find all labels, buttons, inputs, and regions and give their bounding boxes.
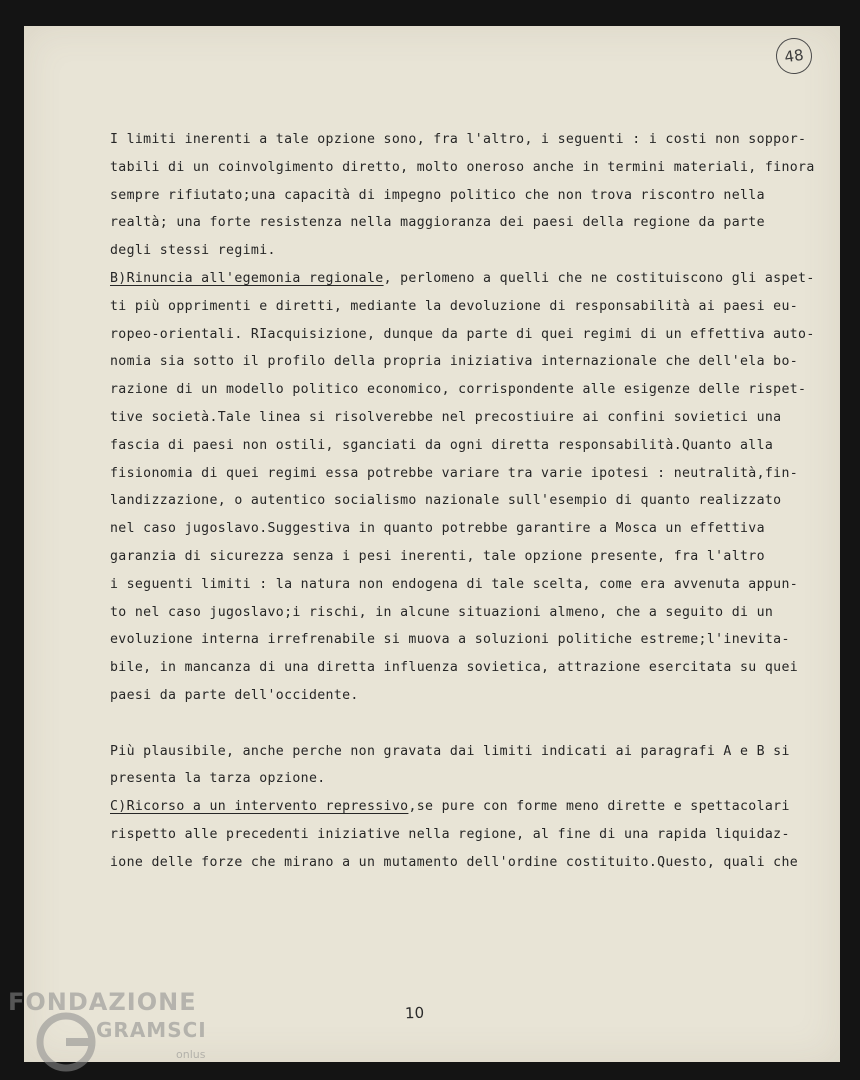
text-line	[110, 738, 820, 766]
text-line	[110, 599, 820, 627]
line-text: Più plausibile, anche perche non gravata dai limiti indicati ai paragrafi A e B si	[110, 743, 790, 759]
page-number: 10	[404, 1003, 425, 1023]
line-text: sempre rifiutato;una capacità di impegno politico che non trova riscontro nella	[110, 187, 765, 203]
line-text: tive società.Tale linea si risolverebbe nel precostiuire ai confini sovietici una	[110, 409, 782, 425]
text-line	[110, 821, 820, 849]
line-text: , perlomeno a quelli che ne costituiscono gli aspet-	[383, 270, 815, 286]
line-text: razione di un modello politico economico, corrispondente alle esigenze delle rispet-	[110, 382, 807, 398]
text-line	[110, 515, 820, 543]
line-text: landizzazione, o autentico socialismo nazionale sull'esempio di quanto realizzato	[110, 493, 782, 509]
line-text: nel caso jugoslavo.Suggestiva in quanto potrebbe garantire a Mosca un effettiva	[110, 521, 765, 537]
text-line	[110, 626, 820, 654]
text-line	[110, 432, 820, 460]
line-text: tabili di un coinvolgimento diretto, molto oneroso anche in termini materiali, finora	[110, 159, 815, 175]
line-text: ,se pure con forme meno dirette e spettacolari	[408, 799, 790, 815]
text-line	[110, 682, 820, 710]
text-line	[110, 237, 820, 265]
line-text: I limiti inerenti a tale opzione sono, fra l'altro, i seguenti : i costi non soppor-	[110, 132, 807, 147]
watermark-suffix: onlus	[176, 1048, 206, 1061]
section-heading: C)Ricorso a un intervento repressivo	[110, 799, 409, 815]
line-text: degli stessi regimi.	[110, 243, 276, 259]
text-line	[110, 543, 820, 571]
line-text: realtà; una forte resistenza nella maggioranza dei paesi della regione da parte	[110, 215, 765, 231]
line-text: bile, in mancanza di una diretta influenza sovietica, attrazione esercitata su quei	[110, 660, 799, 676]
line-text: rispetto alle precedenti iniziative nella regione, al fine di una rapida liquidaz-	[110, 826, 790, 842]
text-line	[110, 765, 820, 793]
text-line	[110, 793, 820, 821]
text-line	[110, 487, 820, 515]
line-text: ropeo-orientali. RIacquisizione, dunque da parte di quei regimi di un effettiva auto-	[110, 326, 815, 342]
archive-number: 48	[783, 45, 805, 67]
text-line	[110, 209, 820, 237]
text-line	[110, 293, 820, 321]
text-line	[110, 182, 820, 210]
line-text: presenta la tarza opzione.	[110, 771, 326, 787]
line-text: garanzia di sicurezza senza i pesi inerenti, tale opzione presente, fra l'altro	[110, 548, 765, 564]
text-line	[110, 126, 820, 154]
text-line	[110, 154, 820, 182]
text-line	[110, 265, 820, 293]
text-line	[110, 849, 820, 877]
text-line	[110, 404, 820, 432]
section-heading: B)Rinuncia all'egemonia regionale	[110, 270, 384, 286]
text-line	[110, 376, 820, 404]
line-text: to nel caso jugoslavo;i rischi, in alcune situazioni almeno, che a seguito di un	[110, 604, 774, 620]
text-line	[110, 348, 820, 376]
watermark-line2: GRAMSCI	[96, 1018, 207, 1042]
watermark-line1: FONDAZIONE	[8, 988, 197, 1016]
text-line	[110, 654, 820, 682]
typewritten-body	[110, 126, 820, 877]
line-text: ione delle forze che mirano a un mutamento dell'ordine costituito.Questo, quali che	[110, 854, 799, 870]
line-text: paesi da parte dell'occidente.	[110, 687, 359, 703]
line-text: evoluzione interna irrefrenabile si muova a soluzioni politiche estreme;l'inevita-	[110, 632, 790, 648]
line-text: i seguenti limiti : la natura non endogena di tale scelta, come era avvenuta appun-	[110, 576, 799, 592]
paragraph-gap	[110, 710, 820, 738]
text-line	[110, 321, 820, 349]
line-text: fascia di paesi non ostili, sganciati da ogni diretta responsabilità.Quanto alla	[110, 437, 774, 453]
text-line	[110, 460, 820, 488]
line-text: nomia sia sotto il profilo della propria iniziativa internazionale che dell'ela bo-	[110, 354, 799, 370]
line-text: ti più opprimenti e diretti, mediante la devoluzione di responsabilità ai paesi eu-	[110, 298, 799, 314]
text-line	[110, 571, 820, 599]
line-text: fisionomia di quei regimi essa potrebbe variare tra varie ipotesi : neutralità,fin-	[110, 465, 799, 481]
